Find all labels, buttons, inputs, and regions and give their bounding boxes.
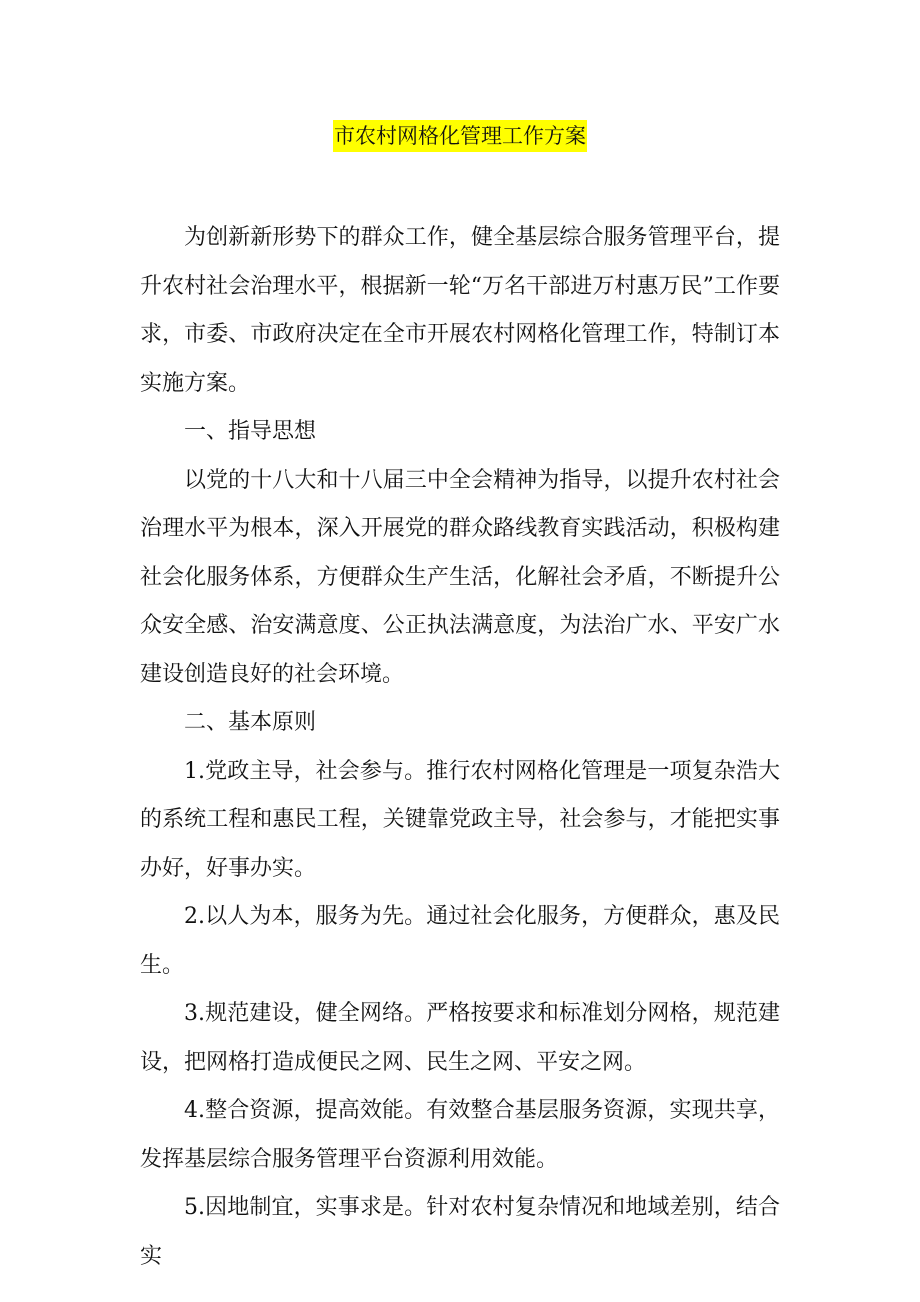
- principle-item-2: 2.以人为本，服务为先。通过社会化服务，方便群众，惠及民生。: [140, 904, 780, 978]
- document-body: [140, 214, 780, 1281]
- title-container: [0, 120, 920, 152]
- document-title: 市农村网格化管理工作方案: [333, 120, 587, 152]
- principle-item-5: 5.因地制宜，实事求是。针对农村复杂情况和地域差别，结合实: [140, 1195, 780, 1269]
- section-heading-guiding-ideology: 一、指导思想: [184, 419, 317, 444]
- principle-item-1: 1.党政主导，社会参与。推行农村网格化管理是一项复杂浩大的系统工程和惠民工程，关键靠党政主导，社会参与，才能把实事办好，好事办实。: [140, 758, 780, 881]
- principle-item-3: 3.规范建设，健全网络。严格按要求和标准划分网格，规范建设，把网格打造成便民之网、民生之网、平安之网。: [140, 1001, 780, 1075]
- section-heading-basic-principles: 二、基本原则: [184, 710, 317, 735]
- principle-item-4: 4.整合资源，提高效能。有效整合基层服务资源，实现共享，发挥基层综合服务管理平台资源利用效能。: [140, 1098, 780, 1172]
- intro-paragraph: 为创新新形势下的群众工作，健全基层综合服务管理平台，提升农村社会治理水平，根据新一轮“万名干部进万村惠万民”工作要求，市委、市政府决定在全市开展农村网格化管理工作，特制订本实施方案。: [140, 225, 780, 396]
- guiding-ideology-paragraph: 以党的十八大和十八届三中全会精神为指导，以提升农村社会治理水平为根本，深入开展党的群众路线教育实践活动，积极构建社会化服务体系，方便群众生产生活，化解社会矛盾，不断提升公众安全感、治安满意度、公正执法满意度，为法治广水、平安广水建设创造良好的社会环境。: [140, 467, 780, 687]
